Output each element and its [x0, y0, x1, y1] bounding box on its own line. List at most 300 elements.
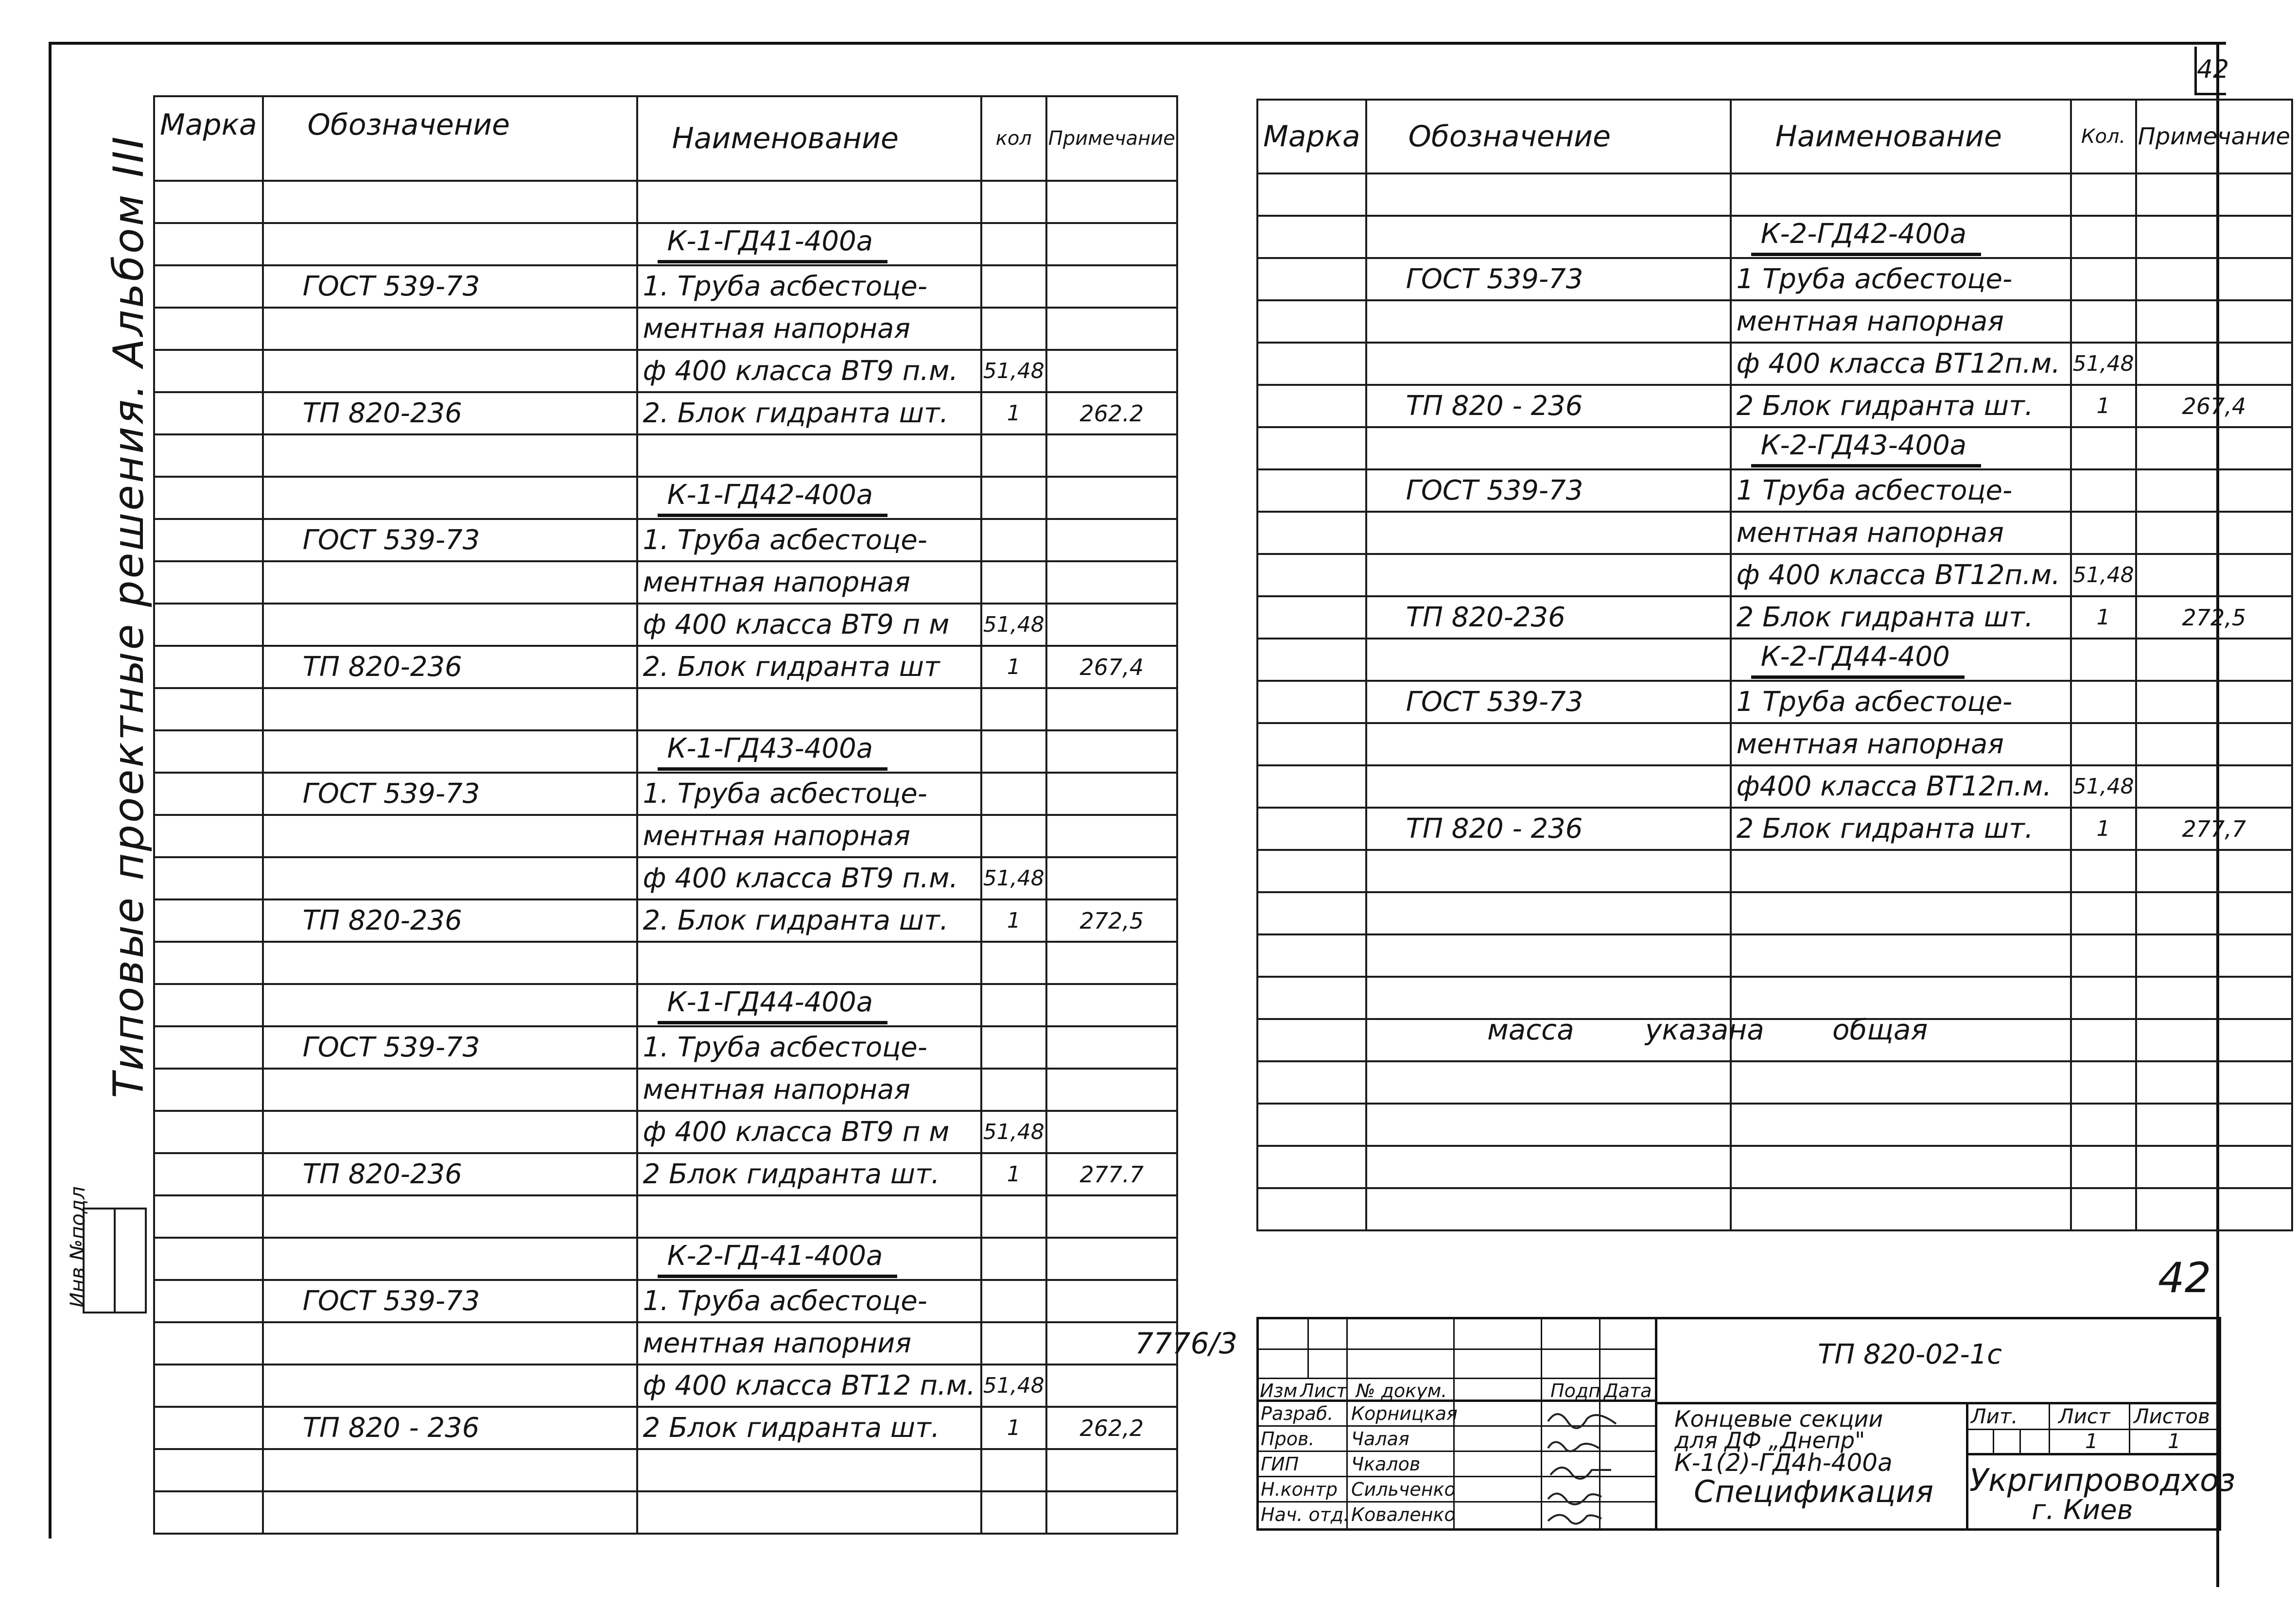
cell-naimenovanie — [637, 1491, 981, 1534]
subsection-title: К-1-ГД42-400а — [658, 479, 887, 517]
table-row — [1257, 216, 2292, 258]
cell-naimenovanie: ф 400 класса ВТ9 п.м. — [637, 350, 981, 392]
cell-naimenovanie: ф 400 класса ВТ12п.м. — [1731, 343, 2071, 385]
tb-desc-2: К-1(2)-ГД4h-400а — [1674, 1449, 1893, 1477]
cell-kol — [981, 519, 1046, 561]
cell-oboznachenie — [263, 477, 637, 519]
table-row — [154, 773, 1177, 815]
cell-naimenovanie: 2. Блок гидранта шт — [637, 646, 981, 688]
cell-marka — [154, 899, 263, 942]
cell-primechanie — [2136, 765, 2292, 808]
cell-oboznachenie — [1366, 427, 1731, 469]
cell-kol — [2071, 934, 2136, 977]
cell-oboznachenie: ГОСТ 539-73 — [1366, 258, 1731, 300]
cell-naimenovanie — [1731, 850, 2071, 892]
cell-naimenovanie — [1731, 892, 2071, 934]
cell-oboznachenie — [1366, 1188, 1731, 1230]
tb-org: Укргипроводхоз — [1969, 1463, 2236, 1499]
cell-primechanie — [2136, 850, 2292, 892]
cell-marka — [154, 730, 263, 773]
cell-primechanie — [1046, 477, 1177, 519]
cell-oboznachenie — [263, 561, 637, 604]
cell-marka — [154, 308, 263, 350]
table-row — [1257, 173, 2292, 216]
cell-naimenovanie: ментная напорная — [1731, 512, 2071, 554]
tb-city: г. Киев — [2032, 1494, 2133, 1526]
table-row — [154, 1322, 1177, 1365]
cell-kol — [981, 730, 1046, 773]
signatures — [1543, 1402, 1655, 1528]
cell-primechanie: 272,5 — [2136, 596, 2292, 639]
cell-naimenovanie — [637, 1238, 981, 1280]
cell-marka — [1257, 554, 1366, 596]
cell-oboznachenie — [263, 1449, 637, 1491]
table-row — [154, 477, 1177, 519]
cell-oboznachenie: ТП 820-236 — [263, 646, 637, 688]
cell-oboznachenie — [263, 1195, 637, 1238]
subsection-title: К-1-ГД44-400а — [658, 986, 887, 1024]
cell-oboznachenie — [263, 1111, 637, 1153]
cell-primechanie — [2136, 723, 2292, 765]
table-row — [154, 730, 1177, 773]
cell-marka — [154, 1195, 263, 1238]
table-row — [1257, 1146, 2292, 1188]
cell-naimenovanie — [1731, 1188, 2071, 1230]
tb-name-2: Чкалов — [1351, 1453, 1421, 1475]
cell-oboznachenie — [1366, 343, 1731, 385]
tb-name-4: Коваленко — [1351, 1504, 1456, 1525]
cell-kol — [2071, 1104, 2136, 1146]
table-row — [1257, 850, 2292, 892]
cell-marka — [1257, 1019, 1366, 1061]
cell-kol — [981, 942, 1046, 984]
cell-naimenovanie: 2 Блок гидранта шт. — [1731, 808, 2071, 850]
table-row — [1257, 1188, 2292, 1230]
cell-primechanie — [2136, 554, 2292, 596]
cell-oboznachenie — [263, 942, 637, 984]
cell-marka — [154, 773, 263, 815]
cell-marka — [154, 1365, 263, 1407]
cell-marka — [1257, 173, 1366, 216]
cell-oboznachenie — [263, 1365, 637, 1407]
cell-marka — [154, 223, 263, 265]
cell-marka — [154, 1238, 263, 1280]
sheet-number: 42 — [2158, 1254, 2211, 1302]
tb-list-value: 1 — [2085, 1429, 2098, 1453]
cell-oboznachenie — [1366, 1146, 1731, 1188]
cell-marka — [154, 350, 263, 392]
title-block — [1256, 1317, 2236, 1531]
cell-naimenovanie: ментная напорная — [637, 1069, 981, 1111]
cell-primechanie — [1046, 984, 1177, 1026]
cell-naimenovanie: ф 400 класса ВТ9 п м — [637, 604, 981, 646]
cell-oboznachenie — [1366, 977, 1731, 1019]
cell-marka — [154, 1111, 263, 1153]
cell-oboznachenie — [1366, 1104, 1731, 1146]
cell-oboznachenie — [263, 1322, 637, 1365]
cell-kol: 51,48 — [2071, 765, 2136, 808]
cell-naimenovanie: 1 Труба асбестоце- — [1731, 469, 2071, 512]
cell-naimenovanie — [1731, 977, 2071, 1019]
cell-primechanie — [1046, 308, 1177, 350]
cell-marka — [154, 815, 263, 857]
cell-kol — [2071, 1061, 2136, 1104]
cell-oboznachenie — [263, 350, 637, 392]
tb-listov-value: 1 — [2168, 1429, 2181, 1453]
cell-marka — [1257, 512, 1366, 554]
cell-naimenovanie — [1731, 216, 2071, 258]
cell-naimenovanie: 2. Блок гидранта шт. — [637, 392, 981, 434]
cell-oboznachenie — [1366, 1061, 1731, 1104]
cell-primechanie — [2136, 681, 2292, 723]
cell-marka — [1257, 765, 1366, 808]
frame-top-border — [49, 42, 2226, 45]
cell-primechanie — [1046, 773, 1177, 815]
cell-oboznachenie — [1366, 639, 1731, 681]
cell-primechanie — [2136, 639, 2292, 681]
cell-marka — [154, 519, 263, 561]
cell-oboznachenie: ГОСТ 539-73 — [263, 1280, 637, 1322]
cell-marka — [1257, 300, 1366, 343]
cell-primechanie — [1046, 604, 1177, 646]
cell-naimenovanie: 1. Труба асбестоце- — [637, 519, 981, 561]
cell-primechanie — [1046, 1069, 1177, 1111]
cell-naimenovanie: 1. Труба асбестоце- — [637, 1280, 981, 1322]
cell-oboznachenie — [263, 434, 637, 477]
cell-kol — [981, 1069, 1046, 1111]
header-oboznachenie: Обозначение — [263, 96, 637, 181]
cell-kol — [981, 308, 1046, 350]
cell-naimenovanie: 2. Блок гидранта шт. — [637, 899, 981, 942]
cell-marka — [1257, 639, 1366, 681]
cell-primechanie — [1046, 1238, 1177, 1280]
table-row — [154, 1449, 1177, 1491]
cell-primechanie — [2136, 512, 2292, 554]
frame-left-border — [49, 42, 52, 1538]
table-row — [1257, 469, 2292, 512]
cell-primechanie — [2136, 216, 2292, 258]
cell-naimenovanie: 1. Труба асбестоце- — [637, 265, 981, 308]
cell-primechanie — [1046, 350, 1177, 392]
cell-primechanie: 267,4 — [1046, 646, 1177, 688]
cell-marka — [1257, 934, 1366, 977]
cell-naimenovanie: ментная напорная — [637, 308, 981, 350]
cell-marka — [154, 1449, 263, 1491]
cell-marka — [1257, 681, 1366, 723]
cell-oboznachenie — [263, 1238, 637, 1280]
cell-marka — [1257, 258, 1366, 300]
cell-kol — [981, 1026, 1046, 1069]
table-row — [1257, 385, 2292, 427]
cell-naimenovanie — [1731, 1061, 2071, 1104]
table-row — [1257, 765, 2292, 808]
cell-oboznachenie: ГОСТ 539-73 — [263, 265, 637, 308]
cell-marka — [1257, 977, 1366, 1019]
cell-oboznachenie — [1366, 765, 1731, 808]
cell-marka — [154, 265, 263, 308]
tb-role-3: Н.контр — [1261, 1479, 1338, 1500]
cell-kol: 51,48 — [981, 350, 1046, 392]
cell-oboznachenie — [1366, 300, 1731, 343]
cell-primechanie: 272,5 — [1046, 899, 1177, 942]
tb-lit-header: Лит. — [1971, 1404, 2018, 1428]
cell-kol — [2071, 850, 2136, 892]
cell-oboznachenie — [263, 181, 637, 223]
table-row — [154, 181, 1177, 223]
cell-marka — [154, 181, 263, 223]
cell-naimenovanie: ментная напорная — [637, 561, 981, 604]
side-stamp-inv: Инв №подл — [84, 1209, 115, 1313]
cell-kol — [981, 1238, 1046, 1280]
side-title: Типовые проектные решения. Альбом III — [104, 135, 153, 1098]
header-primechanie: Примечание — [1046, 96, 1177, 181]
cell-naimenovanie: 2 Блок гидранта шт. — [1731, 596, 2071, 639]
cell-primechanie: 262,2 — [1046, 1407, 1177, 1449]
cell-primechanie: 277,7 — [2136, 808, 2292, 850]
cell-oboznachenie — [263, 815, 637, 857]
cell-primechanie — [1046, 688, 1177, 730]
table-row — [1257, 723, 2292, 765]
cell-marka — [1257, 427, 1366, 469]
tb-listov-header: Листов — [2134, 1404, 2210, 1428]
cell-oboznachenie — [1366, 173, 1731, 216]
cell-primechanie — [1046, 1449, 1177, 1491]
cell-marka — [154, 561, 263, 604]
cell-naimenovanie: 2 Блок гидранта шт. — [1731, 385, 2071, 427]
side-stamp — [66, 1186, 147, 1313]
cell-primechanie — [2136, 1188, 2292, 1230]
cell-kol: 51,48 — [981, 1111, 1046, 1153]
cell-oboznachenie — [1366, 934, 1731, 977]
subsection-title: К-2-ГД42-400а — [1751, 218, 1981, 256]
cell-kol — [2071, 977, 2136, 1019]
cell-primechanie — [1046, 519, 1177, 561]
header-marka: Марка — [154, 96, 263, 181]
cell-marka — [1257, 850, 1366, 892]
header-naimenovanie: Наименование — [1731, 100, 2071, 173]
cell-primechanie — [2136, 343, 2292, 385]
cell-kol — [981, 223, 1046, 265]
cell-oboznachenie — [1366, 723, 1731, 765]
cell-kol — [981, 1195, 1046, 1238]
cell-kol — [981, 477, 1046, 519]
cell-marka — [154, 984, 263, 1026]
table-row — [154, 1026, 1177, 1069]
cell-marka — [154, 688, 263, 730]
cell-naimenovanie: ф 400 класса ВТ12 п.м. — [637, 1365, 981, 1407]
cell-marka — [154, 1026, 263, 1069]
cell-oboznachenie — [263, 984, 637, 1026]
cell-naimenovanie: ф 400 класса ВТ9 п м — [637, 1111, 981, 1153]
cell-marka — [154, 477, 263, 519]
cell-marka — [1257, 385, 1366, 427]
cell-kol — [2071, 1146, 2136, 1188]
cell-kol — [2071, 892, 2136, 934]
tb-name-3: Сильченко — [1351, 1479, 1456, 1500]
cell-primechanie — [1046, 857, 1177, 899]
cell-oboznachenie — [263, 730, 637, 773]
cell-primechanie — [2136, 1061, 2292, 1104]
cell-oboznachenie — [1366, 892, 1731, 934]
cell-kol — [2071, 1188, 2136, 1230]
cell-kol: 1 — [2071, 596, 2136, 639]
cell-oboznachenie — [1366, 216, 1731, 258]
cell-primechanie — [1046, 815, 1177, 857]
cell-oboznachenie — [263, 1069, 637, 1111]
cell-primechanie: 267,4 — [2136, 385, 2292, 427]
cell-kol: 51,48 — [981, 604, 1046, 646]
table-row — [1257, 1104, 2292, 1146]
cell-kol: 51,48 — [981, 857, 1046, 899]
table-row — [1257, 596, 2292, 639]
mass-note-word3: общая — [1832, 1013, 1928, 1046]
cell-naimenovanie — [637, 181, 981, 223]
tb-code: ТП 820-02-1с — [1818, 1339, 2002, 1370]
table-row — [154, 265, 1177, 308]
cell-naimenovanie: ментная напорная — [637, 815, 981, 857]
cell-marka — [154, 1069, 263, 1111]
table-row — [154, 1280, 1177, 1322]
cell-primechanie: 277.7 — [1046, 1153, 1177, 1195]
tb-role-4: Нач. отд. — [1261, 1504, 1350, 1525]
cell-kol — [2071, 258, 2136, 300]
cell-kol: 1 — [981, 392, 1046, 434]
cell-primechanie — [2136, 1146, 2292, 1188]
cell-kol — [981, 688, 1046, 730]
table-row — [1257, 343, 2292, 385]
header-kol: Кол. — [2071, 100, 2136, 173]
mass-note-word2: указана — [1645, 1013, 1764, 1046]
cell-kol — [2071, 300, 2136, 343]
right-table-header — [1257, 100, 2292, 173]
cell-naimenovanie — [637, 688, 981, 730]
cell-kol — [981, 1491, 1046, 1534]
cell-naimenovanie — [637, 984, 981, 1026]
tb-name-0: Корницкая — [1351, 1403, 1458, 1424]
cell-marka — [154, 646, 263, 688]
cell-marka — [1257, 343, 1366, 385]
cell-primechanie — [1046, 223, 1177, 265]
cell-naimenovanie: 2 Блок гидранта шт. — [637, 1407, 981, 1449]
table-row — [1257, 681, 2292, 723]
table-row — [154, 857, 1177, 899]
table-row — [154, 1195, 1177, 1238]
cell-primechanie — [2136, 258, 2292, 300]
cell-kol — [981, 773, 1046, 815]
cell-marka — [154, 1153, 263, 1195]
cell-oboznachenie: ГОСТ 539-73 — [263, 519, 637, 561]
cell-oboznachenie: ТП 820-236 — [1366, 596, 1731, 639]
cell-primechanie — [1046, 181, 1177, 223]
left-table-header — [154, 96, 1177, 181]
cell-kol — [981, 434, 1046, 477]
cell-marka — [1257, 892, 1366, 934]
cell-primechanie — [1046, 1491, 1177, 1534]
cell-kol — [2071, 173, 2136, 216]
cell-naimenovanie: 1. Труба асбестоце- — [637, 1026, 981, 1069]
cell-naimenovanie — [637, 223, 981, 265]
cell-marka — [1257, 1188, 1366, 1230]
cell-primechanie — [2136, 469, 2292, 512]
table-row — [154, 350, 1177, 392]
tb-role-2: ГИП — [1261, 1453, 1299, 1475]
cell-marka — [1257, 1146, 1366, 1188]
cell-naimenovanie — [1731, 639, 2071, 681]
table-row — [154, 1069, 1177, 1111]
table-row — [1257, 1061, 2292, 1104]
cell-naimenovanie — [637, 942, 981, 984]
table-row — [1257, 977, 2292, 1019]
cell-kol: 1 — [981, 1407, 1046, 1449]
cell-naimenovanie: ф400 класса ВТ12п.м. — [1731, 765, 2071, 808]
table-row — [154, 519, 1177, 561]
table-row — [154, 392, 1177, 434]
cell-marka — [1257, 469, 1366, 512]
cell-naimenovanie — [1731, 1146, 2071, 1188]
cell-marka — [154, 1322, 263, 1365]
tb-list-header: Лист — [2058, 1404, 2110, 1428]
table-row — [1257, 892, 2292, 934]
cell-primechanie — [1046, 730, 1177, 773]
cell-naimenovanie: ф 400 класса ВТ12п.м. — [1731, 554, 2071, 596]
cell-naimenovanie — [637, 434, 981, 477]
archive-number: 7776/3 — [1135, 1327, 1238, 1361]
cell-oboznachenie: ТП 820 - 236 — [1366, 808, 1731, 850]
cell-primechanie — [1046, 1280, 1177, 1322]
cell-kol — [2071, 1019, 2136, 1061]
cell-primechanie — [1046, 1026, 1177, 1069]
tb-desc-0: Концевые секции — [1674, 1406, 1883, 1432]
tb-name-1: Чалая — [1351, 1428, 1409, 1450]
cell-kol: 1 — [981, 1153, 1046, 1195]
cell-naimenovanie: 2 Блок гидранта шт. — [637, 1153, 981, 1195]
table-row — [1257, 639, 2292, 681]
cell-oboznachenie: ТП 820 - 236 — [263, 1407, 637, 1449]
cell-naimenovanie — [1731, 1104, 2071, 1146]
cell-primechanie — [1046, 1195, 1177, 1238]
tb-col-data: Дата — [1604, 1380, 1652, 1401]
cell-oboznachenie — [263, 857, 637, 899]
cell-naimenovanie — [637, 1449, 981, 1491]
cell-kol — [2071, 681, 2136, 723]
cell-naimenovanie: 1 Труба асбестоце- — [1731, 258, 2071, 300]
cell-primechanie — [2136, 934, 2292, 977]
cell-primechanie — [2136, 892, 2292, 934]
cell-marka — [154, 1407, 263, 1449]
cell-naimenovanie: 1. Труба асбестоце- — [637, 773, 981, 815]
cell-naimenovanie — [637, 477, 981, 519]
cell-naimenovanie — [1731, 173, 2071, 216]
cell-oboznachenie: ТП 820-236 — [263, 392, 637, 434]
subsection-title: К-2-ГД44-400 — [1751, 641, 1965, 679]
cell-kol — [981, 815, 1046, 857]
header-primechanie: Примечание — [2136, 100, 2292, 173]
header-naimenovanie: Наименование — [637, 96, 981, 181]
cell-primechanie — [2136, 300, 2292, 343]
cell-naimenovanie: ментная напорная — [1731, 723, 2071, 765]
cell-oboznachenie — [263, 223, 637, 265]
cell-marka — [154, 392, 263, 434]
table-row — [154, 688, 1177, 730]
tb-col-list: Лист — [1300, 1380, 1347, 1401]
cell-oboznachenie: ТП 820-236 — [263, 899, 637, 942]
cell-kol — [981, 181, 1046, 223]
table-row — [154, 942, 1177, 984]
cell-primechanie — [1046, 434, 1177, 477]
table-row — [154, 1153, 1177, 1195]
tb-role-1: Пров. — [1261, 1428, 1315, 1450]
tb-desc-1: для ДФ „Днепр" — [1674, 1427, 1865, 1453]
